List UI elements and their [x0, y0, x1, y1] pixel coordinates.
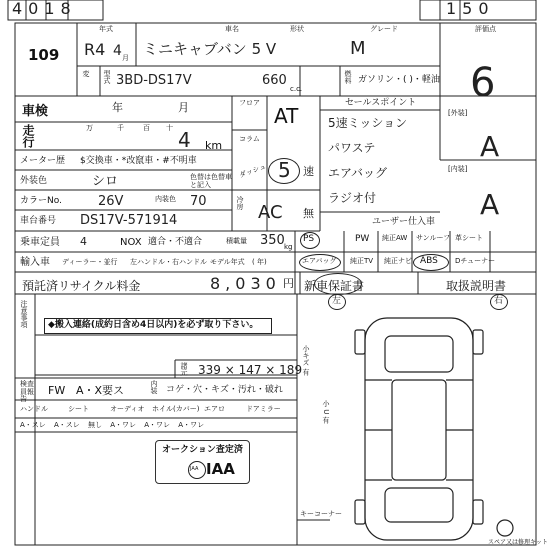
label-kg: kg [284, 243, 293, 251]
handle-options: 左ハンドル・右ハンドル [130, 258, 207, 266]
nox-options: 適合・不適合 [148, 237, 203, 247]
label-soko: 走行 [21, 124, 35, 148]
label-shoshiki: 諸元 [180, 362, 188, 376]
label-juu: 十 [166, 124, 173, 132]
label-man: 万 [86, 124, 93, 132]
mileage-value: 4 [178, 128, 191, 152]
label-tsuki: 月 [178, 101, 189, 114]
sales-point-2: パワステ [328, 141, 376, 155]
condition-values: A・スレ A・スレ 無し A・ワレ A・ワレ A・ワレ [20, 421, 205, 429]
model-month: 4 [113, 43, 122, 59]
label-kensa: 検査員報告 [20, 380, 34, 404]
ac-none: 無 [303, 207, 314, 220]
label-sunroof: サンルーフ [416, 234, 451, 242]
label-doormirror: ドアミラー [246, 405, 281, 413]
chassis-number: DS17V-571914 [80, 213, 178, 228]
jaa-logo-text: JAA [190, 466, 199, 472]
lane-number: 150 [446, 0, 495, 18]
label-navi: 純正ナビ [384, 257, 412, 265]
grade-value: M [350, 38, 366, 59]
label-naisou-rep: 内装 [150, 380, 158, 394]
label-hyaku: 百 [143, 124, 150, 132]
exterior-grade: A [480, 130, 500, 163]
label-gaisoshoku: 外装色 [20, 176, 48, 186]
label-fw: FW [48, 384, 66, 397]
label-sekisai: 積載量 [226, 237, 247, 245]
label-exterior: [外装] [448, 109, 468, 117]
ac-value: AC [258, 202, 283, 223]
label-recycle-yen: 円 [283, 277, 294, 290]
label-aw: 純正AW [382, 234, 408, 242]
label-sen: 千 [117, 124, 124, 132]
label-seat: シート [68, 405, 89, 413]
lot-prefix: 4018 [12, 0, 77, 18]
label-audio: オーディオ [110, 405, 145, 413]
label-torisetsu: 取扱説明書 [446, 279, 507, 293]
transmission-type: AT [274, 104, 299, 128]
label-shamei: 車名 [225, 25, 239, 33]
recycle-amount: 8,030 [210, 274, 281, 293]
label-syaken: 車検 [22, 104, 49, 119]
shift-number: 5 [278, 158, 291, 182]
label-column: コラム [239, 135, 260, 143]
fuel-options: ガソリン・( )・軽油 [358, 75, 440, 85]
notice-text: ◆搬入連絡(成約日含め4日以内)を必ず取り下さい。 [48, 320, 259, 330]
label-hoiru: ホイル(カバー) [152, 405, 200, 413]
meter-options: $交換車・*改竄車・#不明車 [80, 156, 197, 166]
label-hyokaten: 評価点 [475, 25, 496, 33]
displacement: 660 [262, 73, 287, 88]
label-nenshiki: 年式 [99, 25, 113, 33]
label-meter: メーター歴 [20, 156, 66, 166]
label-color-no: カラーNo. [20, 196, 62, 206]
label-spare: スペア又は修理キット [488, 539, 548, 546]
sales-point-3: エアバッグ [328, 166, 388, 180]
label-yunyu: 輸入車 [20, 257, 50, 268]
label-ps: PS [303, 234, 315, 244]
label-hen: 変 [82, 70, 90, 77]
label-aero: エアロ [204, 405, 225, 413]
label-joshi: 乗車定員 [20, 237, 60, 248]
label-kata-shiki: 型式 [103, 70, 111, 84]
label-user: ユーザー仕入車 [372, 217, 436, 227]
score-value: 6 [470, 60, 496, 106]
label-floor: フロア [239, 99, 260, 107]
label-ax: A・X要ス [76, 384, 125, 397]
color-no-value: 26V [98, 194, 124, 209]
label-sales-point: セールスポイント [345, 98, 417, 108]
label-keijo: 形状 [290, 25, 304, 33]
label-fuel: 燃料 [344, 70, 352, 84]
label-kozu: コゲ・穴・キズ・汚れ・破れ [166, 385, 283, 395]
label-dtv: Dチューナー [455, 257, 496, 265]
sales-point-4: ラジオ付 [328, 191, 377, 205]
capacity-value: 4 [80, 235, 87, 248]
interior-color-value: 70 [190, 194, 207, 209]
label-chui: 注意事項 [20, 300, 28, 328]
label-km: km [205, 139, 223, 152]
color-change-note: 色替は色替車と記入 [190, 173, 232, 189]
label-daiban: 車台番号 [20, 216, 57, 226]
model-code: 3BD-DS17V [116, 73, 192, 88]
lot-number: 109 [28, 46, 60, 64]
label-tv: 純正TV [350, 257, 374, 265]
label-kawa: 革シート [455, 234, 483, 242]
model-year: R4 [84, 40, 106, 59]
label-abs: ABS [420, 256, 438, 266]
color-value: シロ [92, 174, 119, 189]
label-grade: グレード [370, 25, 398, 33]
label-cc: c.c. [290, 85, 303, 93]
label-airbag: エアバッグ [302, 257, 337, 265]
interior-grade: A [480, 188, 500, 221]
label-month-suffix: 月 [122, 54, 129, 62]
label-right: 右 [494, 296, 504, 306]
label-reibo: 冷房 [236, 196, 244, 210]
payload-value: 350 [260, 233, 285, 248]
dimensions: 339 × 147 × 189 [198, 363, 303, 377]
label-dash: ダッシュ [238, 162, 268, 180]
label-handle-row: ハンドル [20, 405, 48, 413]
label-nen: 年 [112, 101, 123, 114]
label-pw: PW [355, 234, 370, 244]
auction-stamp-text: オークション査定済 [162, 445, 243, 455]
label-model-nen: モデル年式 [210, 258, 245, 266]
label-key-corner: キーコーナー [300, 510, 342, 518]
label-recycle: 預託済リサイクル料金 [22, 279, 141, 293]
label-interior: [内装] [448, 165, 468, 173]
scratch-note-2: 小 U 有 [322, 400, 330, 424]
label-naiso: 内装色 [155, 195, 176, 203]
label-left: 左 [332, 296, 342, 306]
car-name: ミニキャブバン 5 V [143, 40, 277, 58]
sales-point-1: 5速ミッション [328, 116, 408, 130]
yunyu-options: ディーラー・並行 [62, 258, 118, 266]
label-nox: NOX [120, 237, 142, 248]
scratch-note: 小キズ 有 [302, 345, 310, 376]
label-nenshiki-paren: ( 年) [252, 258, 267, 266]
label-shinsha: 新車保証書 [304, 279, 365, 293]
iaa-logo-text: IAA [206, 460, 235, 478]
label-soku: 速 [303, 165, 314, 178]
